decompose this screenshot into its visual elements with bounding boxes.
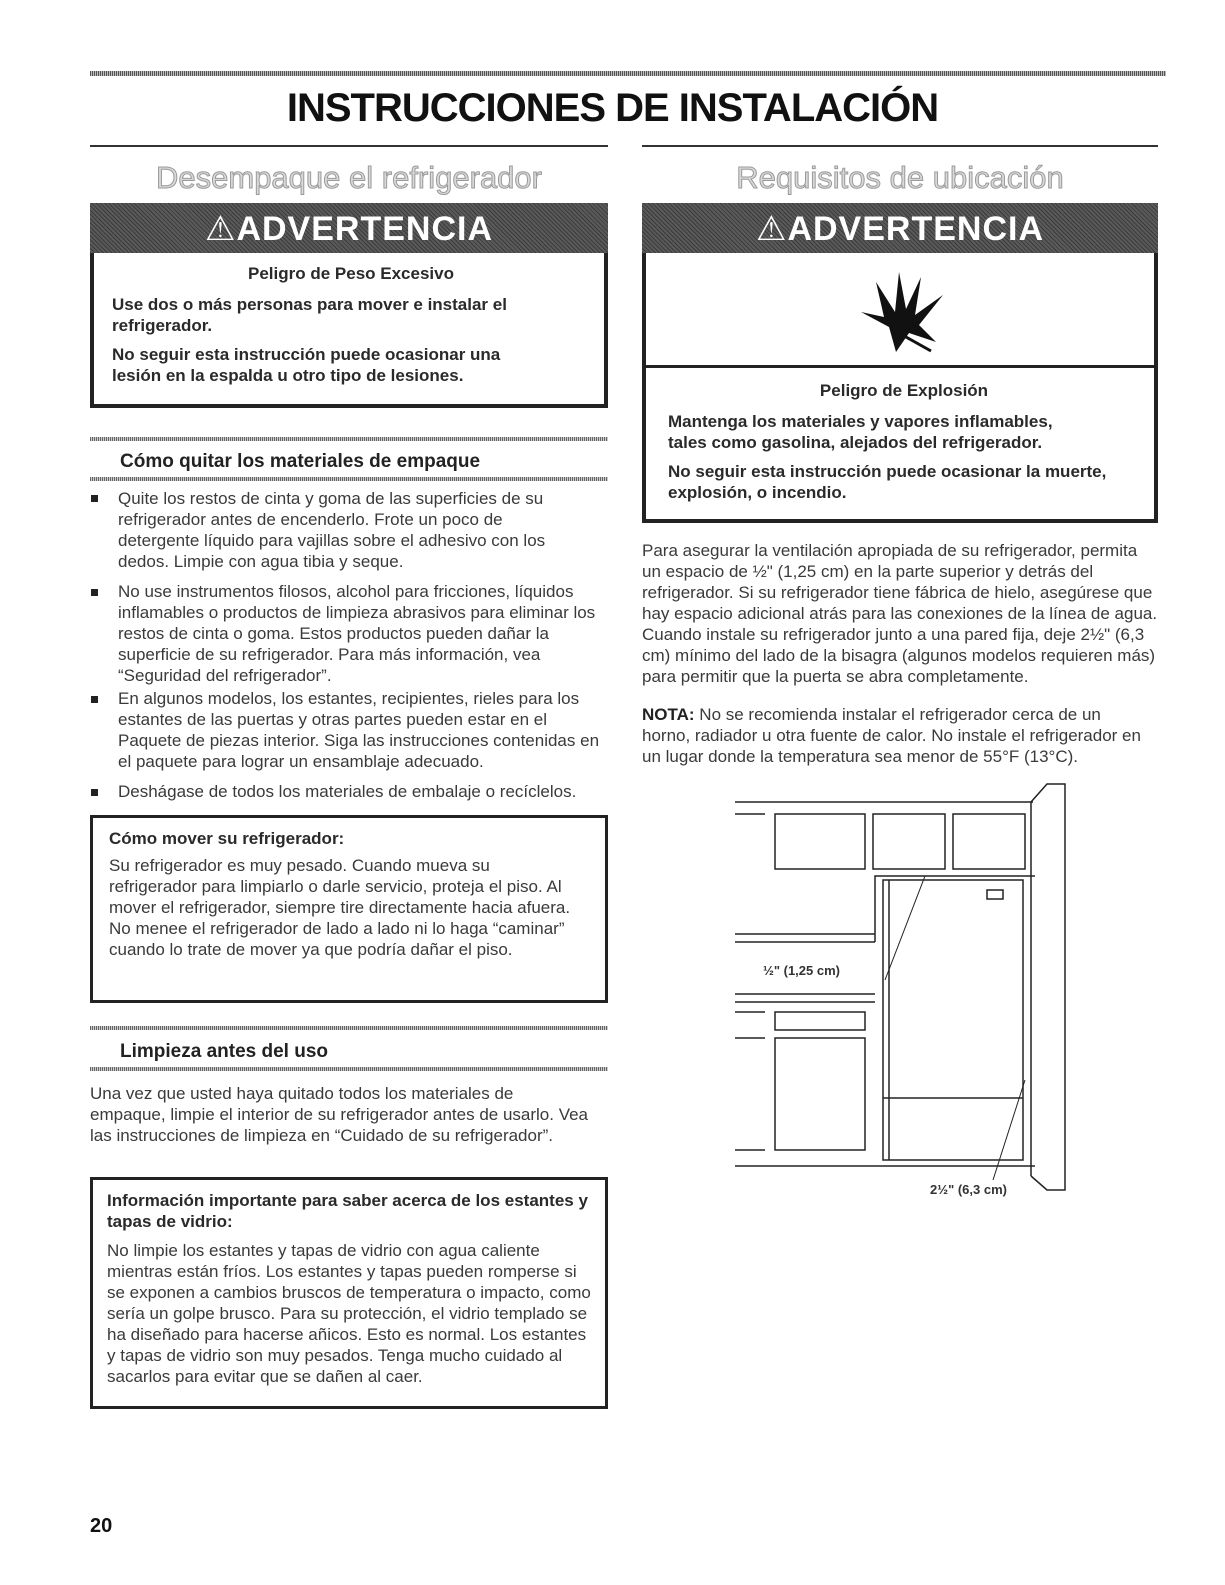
glass-box	[90, 1177, 608, 1409]
note-label: NOTA:	[642, 705, 695, 724]
moving-box	[90, 815, 608, 1003]
explosion-icon-area	[646, 253, 1154, 368]
left-column-rule	[90, 145, 608, 147]
subhead-rule	[90, 477, 608, 481]
top-rule	[90, 71, 1166, 76]
cleaning-text: Una vez que usted haya quitado todos los materiales de empaque, limpie el interior de su refrigerador antes de usarlo. Vea las instrucciones de limpieza en “Cuidado de su refrigerador”.	[90, 1084, 589, 1145]
section-title-location: Requisitos de ubicación	[736, 160, 1064, 195]
warning-banner: ⚠ADVERTENCIA	[642, 203, 1158, 253]
note-paragraph	[642, 704, 1148, 767]
bullet-marker	[91, 789, 98, 796]
explosion-warning	[642, 203, 1158, 523]
warning-line: No seguir esta instrucción puede ocasionar la muerte, explosión, o incendio.	[668, 462, 1107, 502]
bullet-marker	[91, 589, 98, 596]
list-item: En algunos modelos, los estantes, recipientes, rieles para los estantes de las puertas y otras partes pueden estar en el Paquete de piezas interior. Siga las instrucciones contenidas en el paquete para lograr un ensamblaje adecuado.	[118, 689, 600, 771]
note-text: No se recomienda instalar el refrigerador cerca de un horno, radiador u otra fuente de calor. No instale el refrigerador en un lugar donde la temperatura sea menor de 55°F (13°C).	[642, 705, 1141, 766]
right-column-rule	[642, 145, 1158, 147]
warning-line: Use dos o más personas para mover e instalar el refrigerador.	[112, 295, 507, 335]
warning-line: No seguir esta instrucción puede ocasionar una lesión en la espalda u otro tipo de lesiones.	[112, 345, 501, 385]
bullet-marker	[91, 495, 98, 502]
weight-warning	[90, 203, 608, 408]
subhead-rule	[90, 1067, 608, 1071]
moving-text: Su refrigerador es muy pesado. Cuando mueva su refrigerador para limpiarlo o darle servicio, proteja el piso. Al mover el refrigerador, siempre tire directamente hacia afuera. No menee el refrigerador de lado a lado ni lo haga “caminar” cuando lo trate de mover ya que podría dañar el piso.	[109, 856, 571, 959]
subhead-rule	[90, 1026, 608, 1030]
removing-heading: Cómo quitar los materiales de empaque	[120, 451, 481, 472]
subhead-rule	[90, 437, 608, 441]
page-title: INSTRUCCIONES DE INSTALACIÓN	[286, 86, 939, 130]
side-clearance-label: 2½" (6,3 cm)	[930, 1182, 1007, 1197]
list-item: Quite los restos de cinta y goma de las superficies de su refrigerador antes de encenderlo. Frote un poco de detergente líquido para vajillas sobre el adhesivo con los dedos. Limpie con agua tibia y seque.	[118, 489, 546, 571]
clearance-paragraph: Para asegurar la ventilación apropiada de su refrigerador, permita un espacio de ½" (1,25 cm) en la parte superior y detrás del refrigerador. Si su refrigerador tiene fábrica de hielo, asegúrese que hay espacio adicional atrás para las conexiones de la línea de agua. Cuando instale su refrigerador junto a una pared fija, deje 2½" (6,3 cm) mínimo del lado de la bisagra (algunos modelos requieren más) para permitir que la puerta se abra completamente.	[642, 541, 1158, 686]
list-item: No use instrumentos filosos, alcohol para fricciones, líquidos inflamables o productos de limpieza abrasivos para eliminar los restos de cinta o goma. Estos productos pueden dañar la superficie de su refrigerador. Para más información, vea “Seguridad del refrigerador”.	[118, 582, 596, 685]
list-item: Deshágase de todos los materiales de embalaje o recíclelos.	[118, 782, 577, 801]
warning-line: Mantenga los materiales y vapores inflamables, tales como gasolina, alejados del refrigerador.	[668, 412, 1053, 452]
glass-heading: Información importante para saber acerca de los estantes y tapas de vidrio:	[107, 1191, 588, 1231]
bullet-marker	[91, 696, 98, 703]
page-number: 20	[90, 1515, 113, 1537]
warning-body	[642, 253, 1158, 523]
cleaning-heading: Limpieza antes del uso	[120, 1041, 328, 1062]
explosion-icon	[851, 267, 951, 357]
warning-heading: Peligro de Explosión	[819, 381, 989, 400]
warning-heading: Peligro de Peso Excesivo	[248, 264, 454, 283]
moving-heading: Cómo mover su refrigerador:	[109, 829, 345, 848]
warning-body	[90, 253, 608, 408]
glass-text: No limpie los estantes y tapas de vidrio con agua caliente mientras están fríos. Los estantes y tapas pueden romperse si se exponen a cambios bruscos de temperatura o impacto, como sería un golpe brusco. Para su protección, el vidrio templado se ha diseñado para hacerse añicos. Esto es normal. Los estantes y tapas de vidrio son muy pesados. Tenga mucho cuidado al sacarlos para evitar que se dañen al caer.	[107, 1241, 591, 1386]
warning-banner: ⚠ADVERTENCIA	[90, 203, 608, 253]
section-title-unpack: Desempaque el refrigerador	[156, 160, 542, 195]
clearance-diagram	[725, 780, 1070, 1200]
top-clearance-label: ½" (1,25 cm)	[763, 963, 840, 978]
